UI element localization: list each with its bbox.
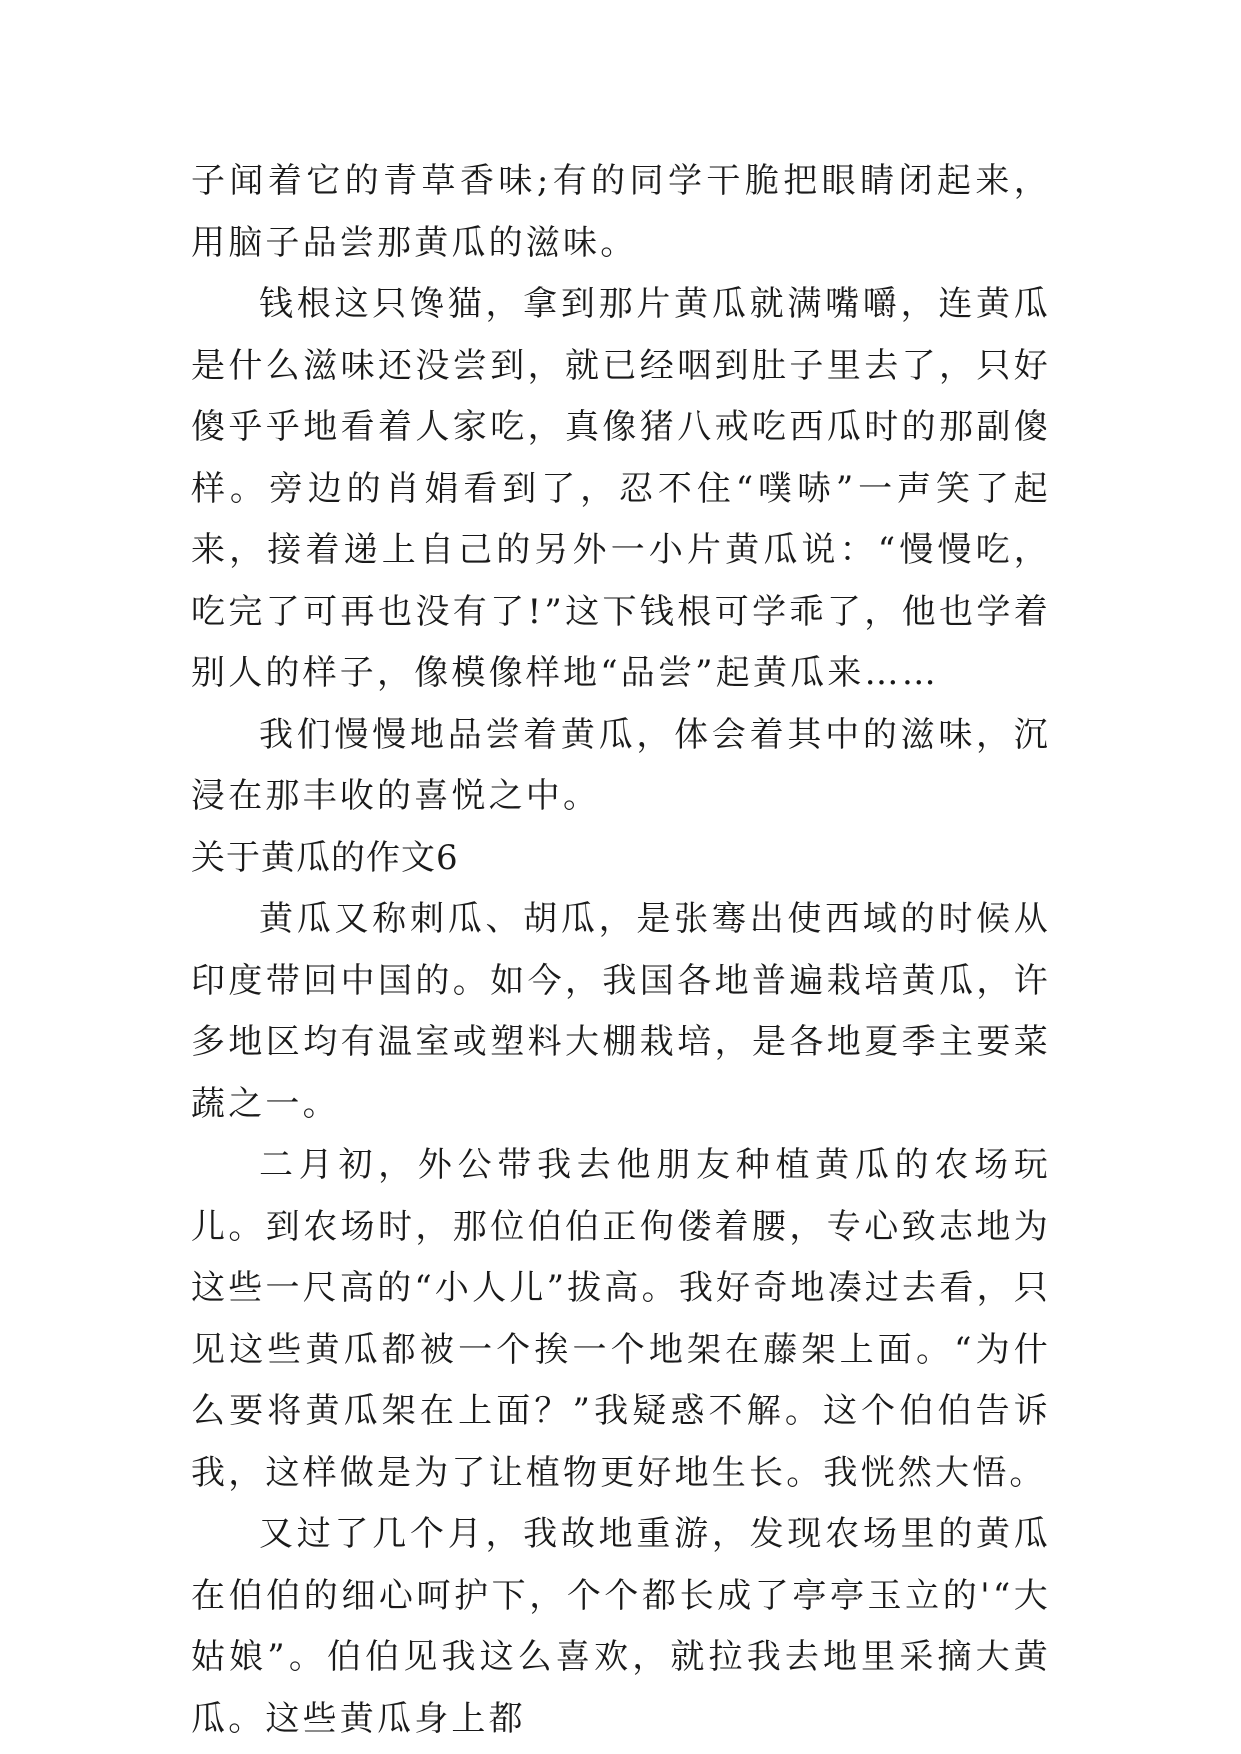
document-body (191, 151, 1051, 1750)
paragraph: 黄瓜又称刺瓜、胡瓜，是张骞出使西域的时候从印度带回中国的。如今，我国各地普遍栽培黄瓜，许多地区均有温室或塑料大棚栽培，是各地夏季主要菜蔬之一。 (191, 899, 1051, 1124)
section-heading: 关于黄瓜的作文6 (191, 837, 459, 878)
paragraph: 钱根这只馋猫，拿到那片黄瓜就满嘴嚼，连黄瓜是什么滋味还没尝到，就已经咽到肚子里去了，只好傻乎乎地看着人家吃，真像猪八戒吃西瓜时的那副傻样。旁边的肖娟看到了，忍不住“噗哧”一声笑了起来，接着递上自己的另外一小片黄瓜说：“慢慢吃，吃完了可再也没有了!”这下钱根可学乖了，他也学着别人的样子，像模像样地“品尝”起黄瓜来…… (191, 284, 1051, 693)
paragraph: 二月初，外公带我去他朋友种植黄瓜的农场玩儿。到农场时，那位伯伯正佝偻着腰，专心致志地为这些一尺高的“小人儿”拔高。我好奇地凑过去看，只见这些黄瓜都被一个挨一个地架在藤架上面。“为什么要将黄瓜架在上面？”我疑惑不解。这个伯伯告诉我，这样做是为了让植物更好地生长。我恍然大悟。 (191, 1145, 1051, 1493)
paragraph: 我们慢慢地品尝着黄瓜，体会着其中的滋味，沉浸在那丰收的喜悦之中。 (191, 714, 1051, 816)
paragraph-continuation: 子闻着它的青草香味;有的同学干脆把眼睛闭起来，用脑子品尝那黄瓜的滋味。 (191, 161, 1051, 263)
paragraph: 又过了几个月，我故地重游，发现农场里的黄瓜在伯伯的细心呵护下，个个都长成了亭亭玉立的'“大姑娘”。伯伯见我这么喜欢，就拉我去地里采摘大黄瓜。这些黄瓜身上都 (191, 1514, 1051, 1739)
